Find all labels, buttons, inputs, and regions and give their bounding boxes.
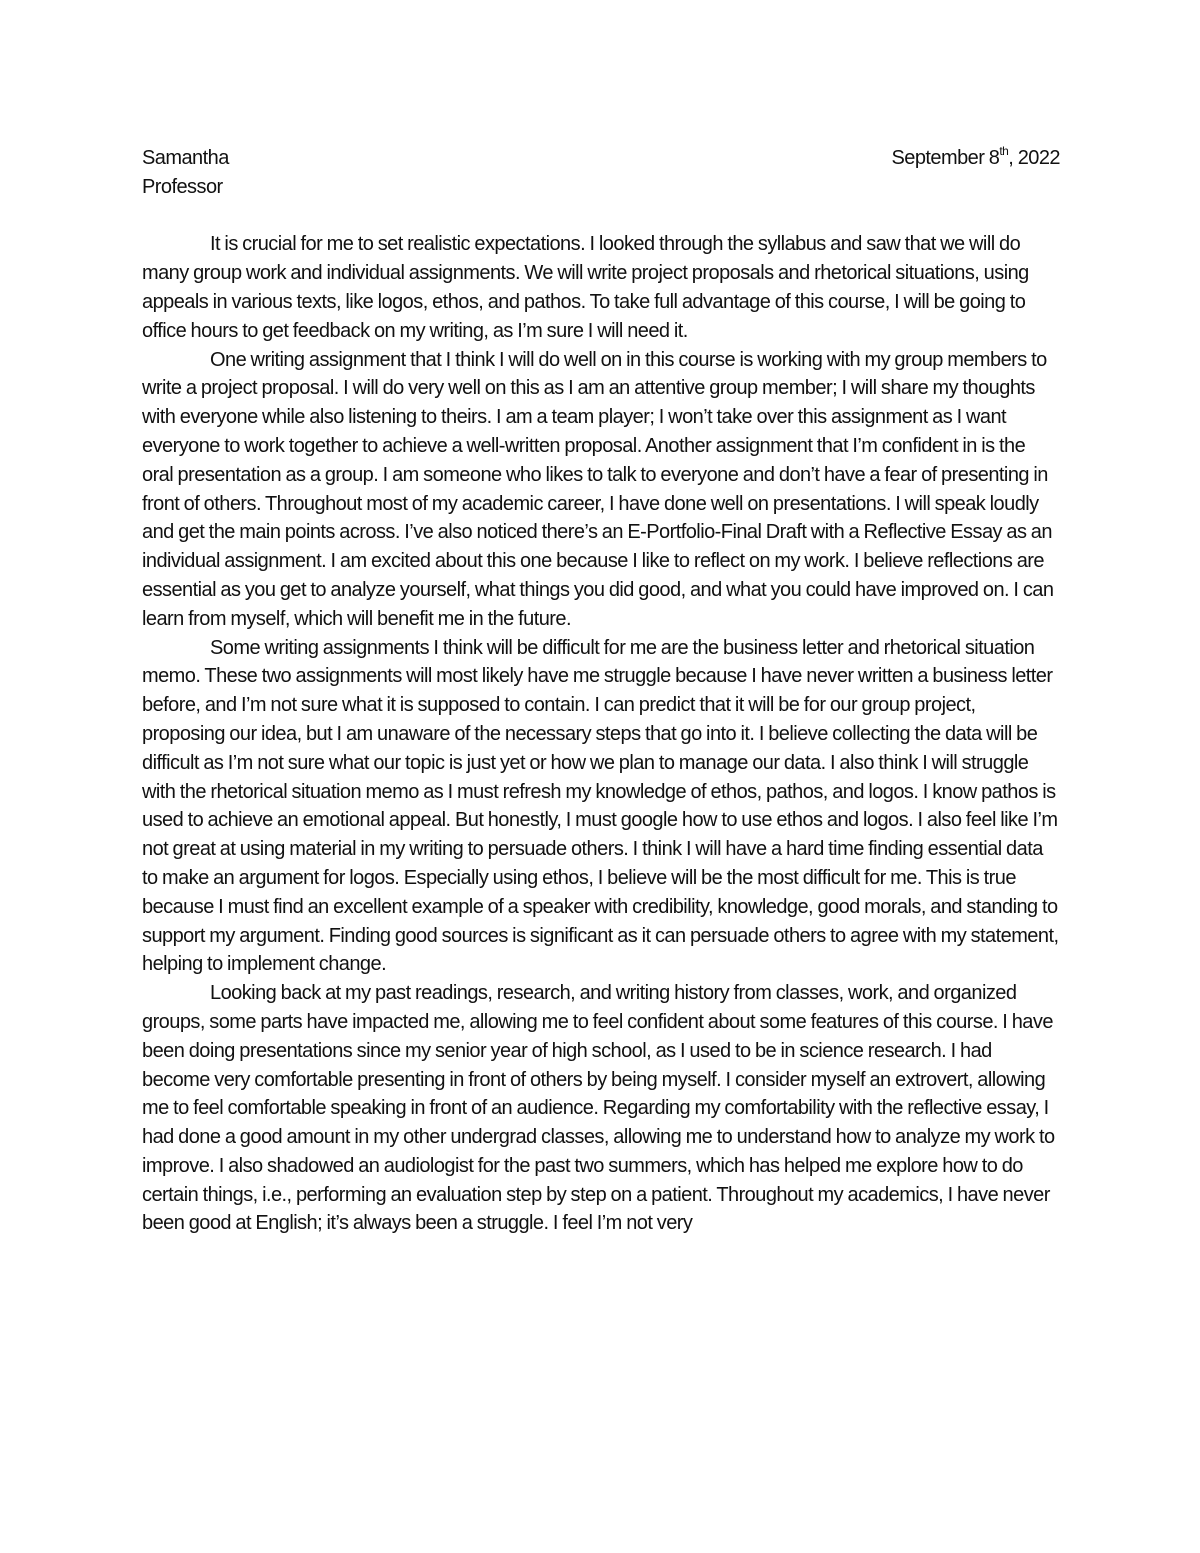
essay-paragraph-2: One writing assignment that I think I will do well on in this course is working with my group members to write a project proposal. I will do very well on this as I am an attentive group member; I will share my thoughts with everyone while also listening to theirs. I am a team player; I won’t take over this assignment as I want everyone to work together to achieve a well-written proposal. Another assignment that I’m confident in is the oral presentation as a group. I am someone who likes to talk to everyone and don’t have a fear of presenting in front of others. Throughout most of my academic career, I have done well on presentations. I will speak loudly and get the main points across. I’ve also noticed there’s an E-Portfolio-Final Draft with a Reflective Essay as an individual assignment. I am excited about this one because I like to reflect on my work. I believe reflections are essential as you get to analyze yourself, what things you did good, and what you could have improved on. I can learn from myself, which will benefit me in the future. [142, 348, 1054, 630]
recipient-name: Professor [142, 175, 223, 198]
date-year: , 2022 [1008, 147, 1060, 169]
date-month-day: September 8 [891, 147, 1000, 169]
document-date [891, 144, 1060, 173]
essay-paragraph-1: It is crucial for me to set realistic expectations. I looked through the syllabus and saw that we will do many group work and individual assignments. We will write project proposals and rhetorical situations, using appeals in various texts, like logos, ethos, and pathos. To take full advantage of this course, I will be going to office hours to get feedback on my writing, as I’m sure I will need it. [142, 233, 1029, 342]
essay-paragraph-4: Looking back at my past readings, research, and writing history from classes, work, and organized groups, some parts have impacted me, allowing me to feel confident about some features of this course. I have been doing presentations since my senior year of high school, as I used to be in science research. I had become very comfortable presenting in front of others by being myself. I consider myself an extrovert, allowing me to feel comfortable speaking in front of an audience. Regarding my comfortability with the reflective essay, I had done a good amount in my other undergrad classes, allowing me to understand how to analyze my work to improve. I also shadowed an audiologist for the past two summers, which has helped me explore how to do certain things, i.e., performing an evaluation step by step on a patient. Throughout my academics, I have never been good at English; it’s always been a struggle. I feel I’m not very [142, 982, 1055, 1235]
date-ordinal-suffix: th [999, 144, 1009, 159]
essay-paragraph-3: Some writing assignments I think will be difficult for me are the business letter and rhetorical situation memo. These two assignments will most likely have me struggle because I have never written a business letter before, and I’m not sure what it is supposed to contain. I can predict that it will be for our group project, proposing our idea, but I am unaware of the necessary steps that go into it. I believe collecting the data will be difficult as I’m not sure what our topic is just yet or how we plan to manage our data. I also think I will struggle with the rhetorical situation memo as I must refresh my knowledge of ethos, pathos, and logos. I know pathos is used to achieve an emotional appeal. But honestly, I must google how to use ethos and logos. I also feel like I’m not great at using material in my writing to persuade others. I think I will have a hard time finding essential data to make an argument for logos. Especially using ethos, I believe will be the most difficult for me. This is true because I must find an excellent example of a speaker with credibility, knowledge, good morals, and standing to support my argument. Finding good sources is significant as it can persuade others to agree with my statement, helping to implement change. [142, 636, 1059, 976]
document-body [142, 144, 1060, 1238]
header-row [142, 144, 1060, 173]
spacer [142, 202, 1060, 231]
author-name: Samantha [142, 147, 229, 169]
